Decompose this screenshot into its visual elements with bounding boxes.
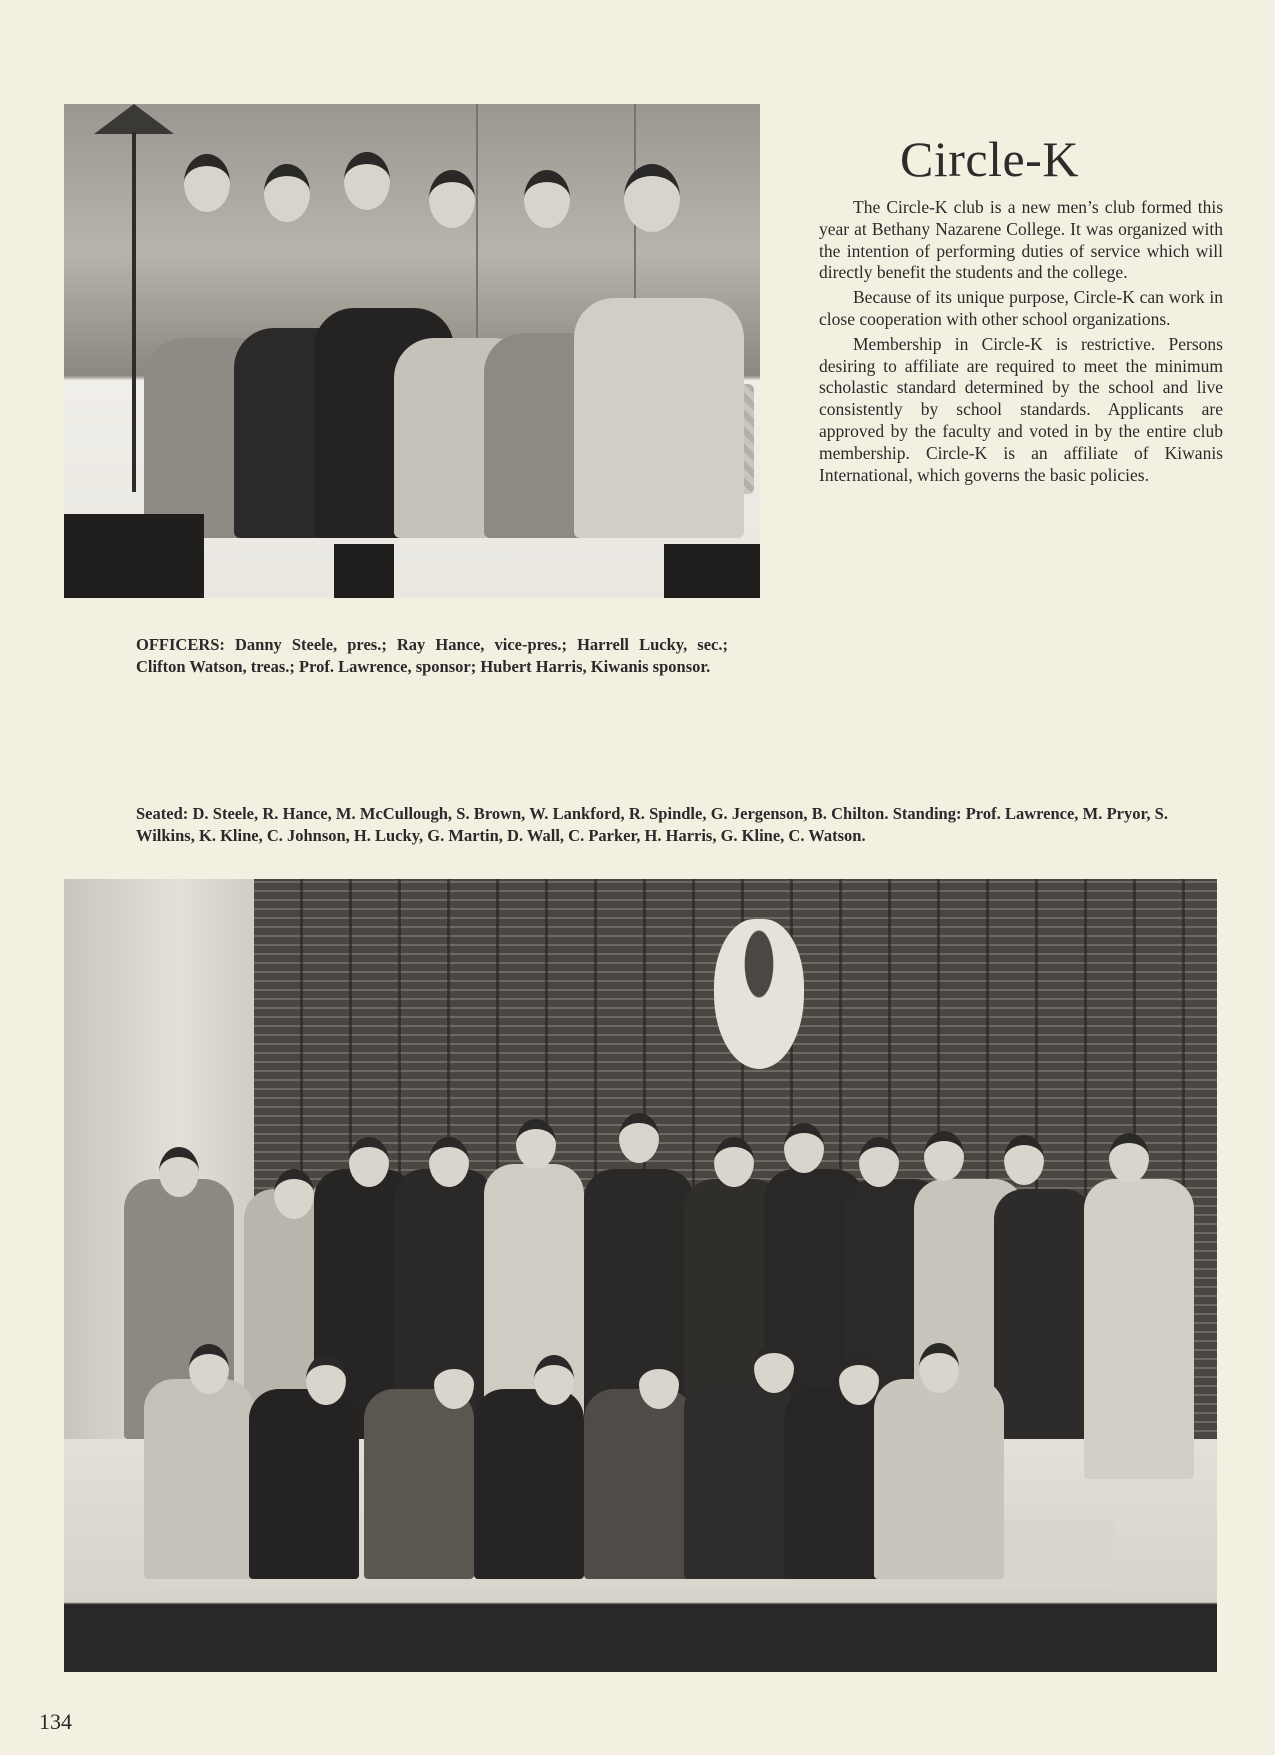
member-head [754,1343,794,1393]
member-head [784,1123,824,1173]
member-head [429,1137,469,1187]
seated-figure [684,1379,794,1579]
officer-head [184,154,230,212]
group-photo [64,879,1217,1672]
member-head [1109,1133,1149,1183]
officer-head [524,170,570,228]
member-head [839,1355,879,1405]
standing-figure [1084,1179,1194,1479]
member-head [619,1113,659,1163]
seated-figure [249,1389,359,1579]
officers-caption: OFFICERS: Danny Steele, pres.; Ray Hance, vice-pres.; Harrell Lucky, sec.; Clifton Watson, treas.; Prof. Lawrence, sponsor; Hubert Harris, Kiwanis sponsor. [136,635,728,676]
mounted-deer-head [714,919,804,1069]
floor-lamp-shade [94,104,174,134]
member-head [274,1169,314,1219]
officer-head [264,164,310,222]
member-head [159,1147,199,1197]
member-head [639,1359,679,1409]
member-head [859,1137,899,1187]
member-head [714,1137,754,1187]
seated-figure [784,1389,884,1579]
group-caption: Seated: D. Steele, R. Hance, M. McCullough, S. Brown, W. Lankford, R. Spindle, G. Jergenson, B. Chilton. Standing: Prof. Lawrence, M. Pryor, S. Wilkins, K. Kline, C. Johnson, H. Lucky, G. Martin, D. Wall, C. Parker, H. Harris, G. Kline, C. Watson. [136,804,1168,845]
member-head [924,1131,964,1181]
page-number: 134 [39,1709,72,1734]
officer-head [429,170,475,228]
member-head [1004,1135,1044,1185]
officers-photo [64,104,760,598]
member-head [534,1355,574,1405]
floor-tile [664,544,760,598]
member-head [516,1119,556,1169]
standing-figure [994,1189,1094,1439]
seated-figure [144,1379,254,1579]
member-head [919,1343,959,1393]
article-body [819,197,1223,489]
floor-tile [334,544,394,598]
seated-figure [584,1389,694,1579]
member-head [189,1344,229,1394]
member-head [434,1359,474,1409]
page-title: Circle-K [900,131,1079,187]
officer-figure [574,298,744,538]
seated-figure [364,1389,474,1579]
member-head [349,1137,389,1187]
article-paragraph: Membership in Circle-K is restrictive. Persons desiring to affiliate are required to meet the minimum scholastic standard determined by the school and live consistently by school standards. Applicants are approved by the faculty and voted in by the entire club membership. Circle-K is an affiliate of Kiwanis International, which governs the basic policies. [819,333,1223,485]
article-paragraph: Because of its unique purpose, Circle-K can work in close cooperation with other school organizations. [819,287,1223,329]
floor-lamp-pole [132,132,136,492]
floor-tile [64,514,204,598]
article-paragraph: The Circle-K club is a new men’s club formed this year at Bethany Nazarene College. It was organized with the intention of performing duties of service which will directly benefit the students and the college. [819,197,1223,283]
member-head [306,1355,346,1405]
officer-head [344,152,390,210]
officer-head [624,164,680,232]
seated-figure [474,1389,584,1579]
seated-figure [874,1379,1004,1579]
